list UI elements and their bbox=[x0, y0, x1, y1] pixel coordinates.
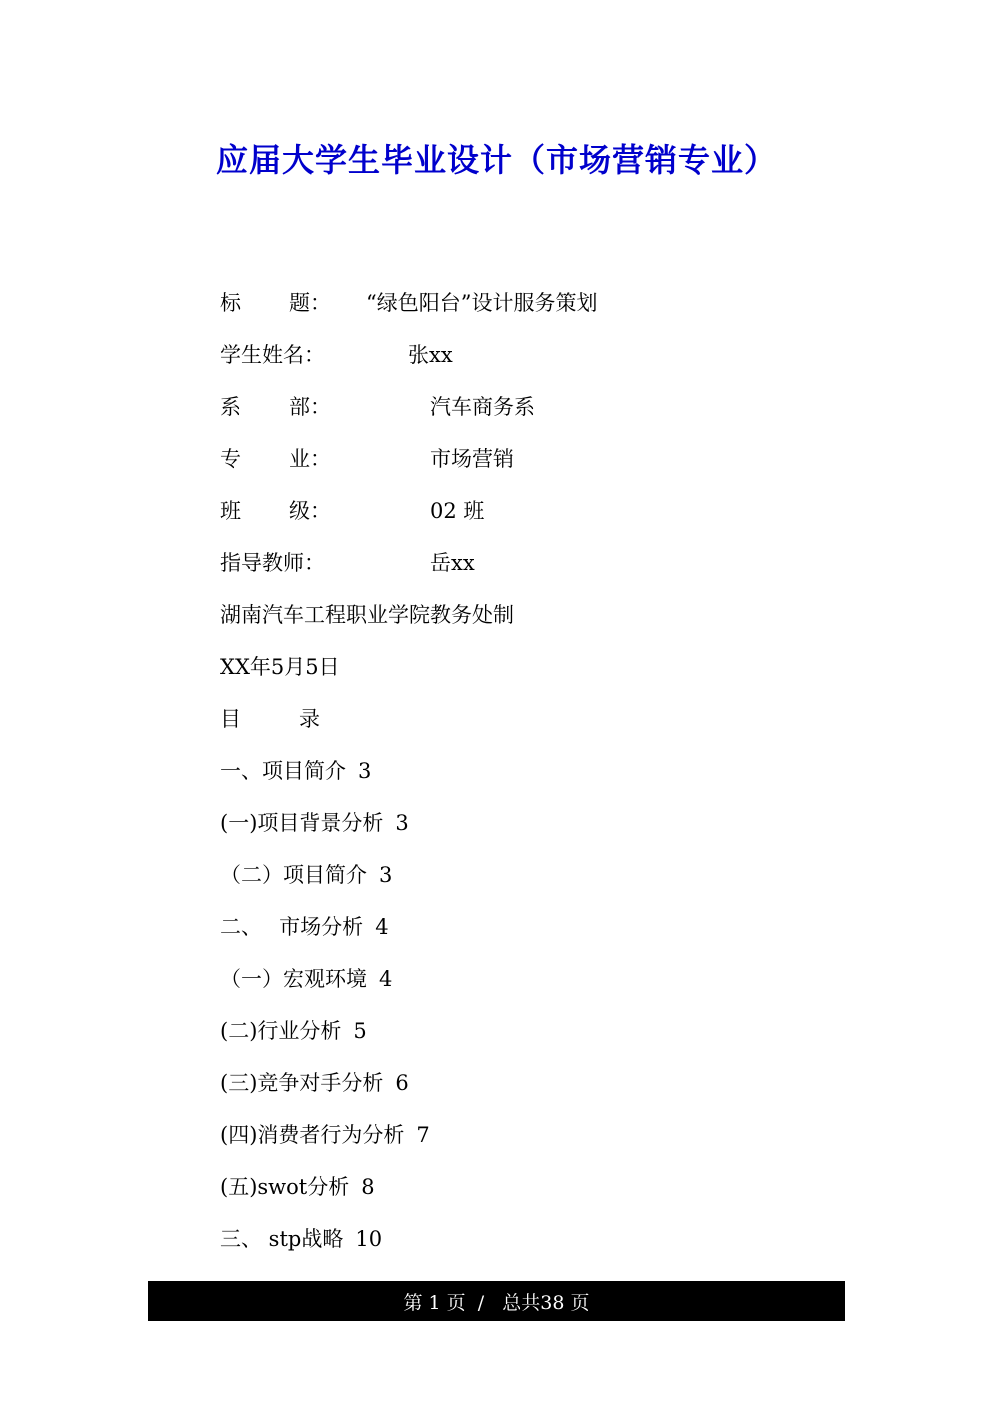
topic-value: “绿色阳台”设计服务策划 bbox=[366, 291, 598, 315]
advisor-value: 岳xx bbox=[430, 551, 475, 575]
toc-item-text: 三、 stp战略 bbox=[220, 1227, 344, 1251]
advisor-label: 指导教师： bbox=[220, 551, 325, 575]
class-value: 02 班 bbox=[430, 499, 485, 523]
toc-heading-char-1: 目 bbox=[220, 707, 241, 731]
toc-item-text: （一）宏观环境 bbox=[220, 967, 367, 991]
topic-label-char-2: 题： bbox=[289, 291, 331, 315]
toc-item-text: (二)行业分析 bbox=[220, 1019, 342, 1043]
major-label-char-2: 业： bbox=[289, 447, 331, 471]
toc-item[interactable] bbox=[220, 809, 409, 837]
toc-item-text: 二、 市场分析 bbox=[220, 915, 364, 939]
class-label bbox=[220, 497, 331, 525]
toc-item[interactable] bbox=[220, 965, 392, 993]
toc-item[interactable] bbox=[220, 913, 389, 941]
toc-item-page: 4 bbox=[379, 967, 393, 991]
toc-heading bbox=[220, 705, 320, 733]
topic-label bbox=[220, 289, 331, 317]
toc-heading-char-2: 录 bbox=[299, 707, 320, 731]
toc-item[interactable] bbox=[220, 1069, 409, 1097]
institution-line: 湖南汽车工程职业学院教务处制 bbox=[220, 603, 514, 627]
toc-item[interactable] bbox=[220, 861, 392, 889]
dept-label bbox=[220, 393, 331, 421]
major-label-char-1: 专 bbox=[220, 447, 241, 471]
class-label-char-2: 级： bbox=[289, 499, 331, 523]
toc-item-text: (四)消费者行为分析 bbox=[220, 1123, 405, 1147]
toc-item-page: 5 bbox=[353, 1019, 367, 1043]
page-footer bbox=[148, 1281, 845, 1321]
student-label: 学生姓名： bbox=[220, 343, 325, 367]
toc-item-page: 3 bbox=[395, 811, 409, 835]
dept-value: 汽车商务系 bbox=[430, 395, 535, 419]
toc-item-text: (三)竞争对手分析 bbox=[220, 1071, 384, 1095]
toc-item-text: (一)项目背景分析 bbox=[220, 811, 384, 835]
topic-label-char-1: 标 bbox=[220, 291, 241, 315]
page-number-text: 第 1 页 / 总共38 页 bbox=[403, 1291, 590, 1314]
major-label bbox=[220, 445, 331, 473]
dept-label-char-1: 系 bbox=[220, 395, 241, 419]
date-line: XX年5月5日 bbox=[220, 655, 340, 679]
toc-item-page: 4 bbox=[375, 915, 389, 939]
toc-item-page: 6 bbox=[395, 1071, 409, 1095]
toc-item-page: 10 bbox=[355, 1227, 383, 1251]
toc-item[interactable] bbox=[220, 1225, 382, 1253]
class-label-char-1: 班 bbox=[220, 499, 241, 523]
toc-item-text: (五)swot分析 bbox=[220, 1175, 350, 1199]
toc-item-page: 3 bbox=[379, 863, 393, 887]
student-value: 张xx bbox=[408, 343, 453, 367]
document-title: 应届大学生毕业设计（市场营销专业） bbox=[215, 141, 777, 179]
dept-label-char-2: 部： bbox=[289, 395, 331, 419]
toc-item-text: 一、项目简介 bbox=[220, 759, 346, 783]
toc-item[interactable] bbox=[220, 1121, 430, 1149]
toc-item-text: （二）项目简介 bbox=[220, 863, 367, 887]
major-value: 市场营销 bbox=[430, 447, 514, 471]
toc-item[interactable] bbox=[220, 1173, 375, 1201]
toc-item[interactable] bbox=[220, 757, 371, 785]
toc-item-page: 8 bbox=[361, 1175, 375, 1199]
toc-item-page: 7 bbox=[416, 1123, 430, 1147]
toc-item-page: 3 bbox=[358, 759, 372, 783]
toc-item[interactable] bbox=[220, 1017, 367, 1045]
